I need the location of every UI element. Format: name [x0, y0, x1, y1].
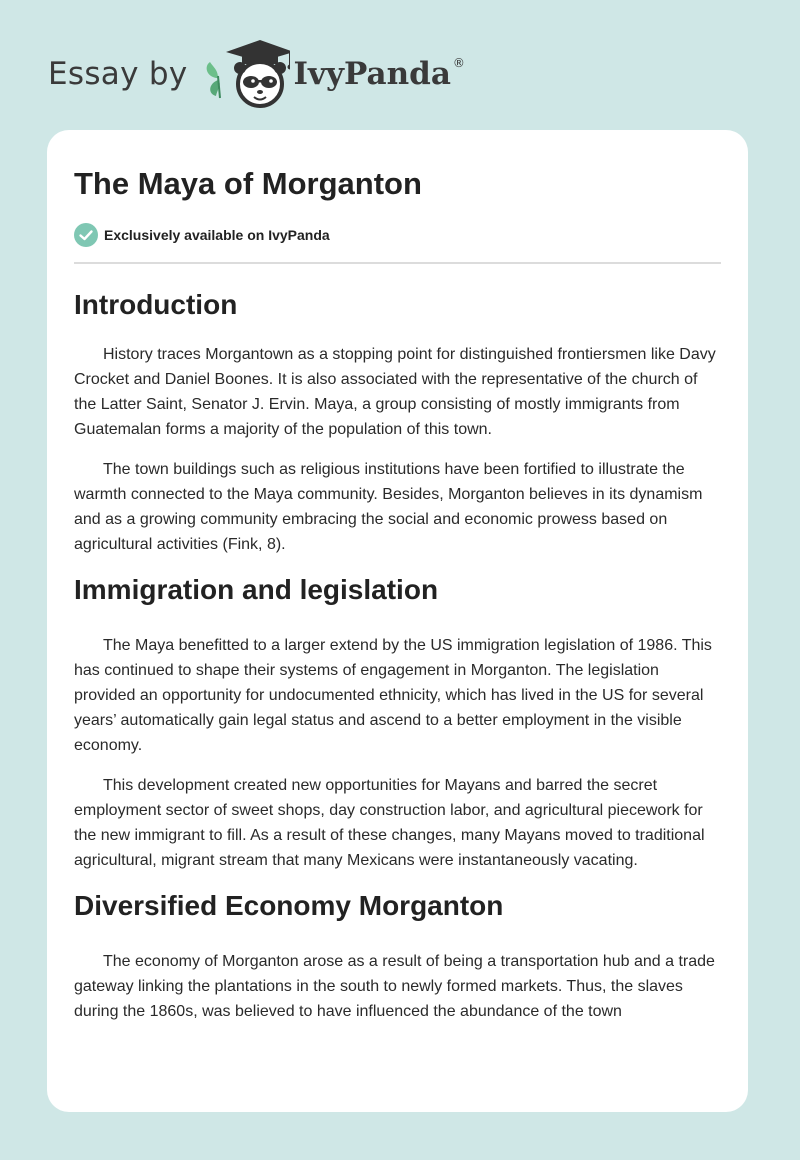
paragraph: History traces Morgantown as a stopping point for distinguished frontiersmen like Davy Crocket and Daniel Boones. It is also associated with the representative of the church of the Latter Saint, Senator J. Ervin. Maya, a group consisting of mostly immigrants from Guatemalan forms a majority of the population of this town. [74, 346, 716, 438]
check-circle-icon [74, 223, 98, 247]
paragraph: The town buildings such as religious institutions have been fortified to illustrate the warmth connected to the Maya community. Besides, Morganton believes in its dynamism and as a growing community embracing the social and economic prowess based on agricultural activities (Fink, 8). [74, 461, 703, 553]
panda-graduate-icon [202, 36, 290, 112]
section-introduction [74, 288, 721, 557]
brand-prefix: Essay by [48, 56, 188, 92]
paragraph: The Maya benefitted to a larger extend by the US immigration legislation of 1986. This has continued to shape their systems of engagement in Morganton. The legislation provided an opportunity for undocumented ethnicity, which has lived in the US for several years’ automatically gain legal status and ascend to a better employment in the visible economy. [74, 637, 712, 754]
brand-header[interactable] [48, 36, 465, 112]
section-heading: Immigration and legislation [74, 574, 439, 605]
section-economy [74, 889, 721, 1024]
section-heading: Diversified Economy Morganton [74, 890, 504, 921]
badge-label: Exclusively available on IvyPanda [104, 227, 330, 243]
section-heading: Introduction [74, 289, 238, 320]
paragraph: This development created new opportunities for Mayans and barred the secret employment sector of sweet shops, day construction labor, and agricultural piecework for the new immigrant to fill. As a result of these changes, many Mayans moved to traditional agricultural, migrant stream that many Mexicans were instantaneously vacating. [74, 777, 705, 869]
essay-card [47, 130, 748, 1112]
section-immigration [74, 573, 721, 873]
paragraph: The economy of Morganton arose as a result of being a transportation hub and a trade gateway linking the plantations in the south to newly formed markets. Thus, the slaves during the 1860s, was believed to have influenced the abundance of the town [74, 953, 715, 1020]
brand-name: IvyPanda [293, 56, 451, 92]
exclusive-badge [74, 222, 721, 248]
title-divider [74, 262, 721, 264]
registered-mark: ® [452, 56, 465, 70]
page-title: The Maya of Morganton [74, 166, 422, 201]
